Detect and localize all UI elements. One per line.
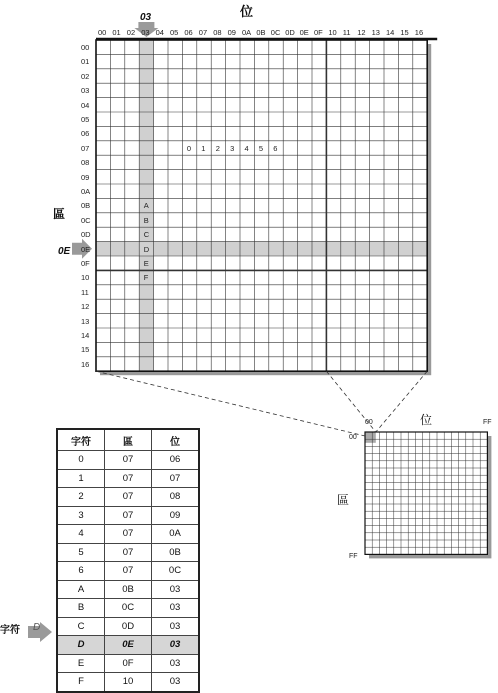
lookup-cell-char: 3 [57,506,105,525]
lookup-cell-wei: 03 [152,580,200,599]
col-header: 0B [256,28,266,37]
row-header: 09 [81,172,90,182]
row-header: 0D [81,230,91,240]
lookup-cell-char: C [57,617,105,636]
col03-char: B [143,215,149,225]
col-header: 13 [371,28,380,37]
lookup-cell-wei: 03 [152,673,200,692]
lookup-header-qu: 區 [105,429,152,451]
lookup-cell-char: A [57,580,105,599]
lookup-cell-qu: 0C [105,599,152,618]
row07-char: 5 [258,143,264,153]
lookup-row [57,599,199,618]
lookup-cell-char: 1 [57,469,105,488]
col03-char: C [143,230,150,240]
lookup-row [57,580,199,599]
row-header: 0F [81,259,90,268]
col-header: 10 [328,28,337,37]
row-header: 10 [81,273,90,283]
row-header: 02 [81,71,90,81]
lookup-cell-char: E [57,654,105,673]
lookup-cell-qu: 0D [105,617,152,636]
row-header: 08 [81,158,90,168]
lookup-cell-wei: 03 [152,599,200,618]
lookup-cell-char: 5 [57,543,105,562]
lookup-cell-qu: 07 [105,451,152,470]
main-col-axis-title: 位 [240,5,254,20]
lookup-cell-char: B [57,599,105,618]
row-header: 16 [81,359,90,369]
col-header: 01 [112,28,121,37]
lookup-row [57,488,199,507]
lookup-cell-qu: 0E [105,636,152,655]
row-header: 07 [81,143,90,153]
row-header: 15 [81,345,90,355]
lookup-cell-wei: 0A [152,525,200,544]
small-grid-col-title: 位 [420,413,433,427]
lookup-cell-wei: 06 [152,451,200,470]
lookup-cell-qu: 07 [105,525,152,544]
lookup-cell-qu: 10 [105,673,152,692]
small-grid-col-start: 00 [365,419,373,426]
small-grid-row-end: FF [349,553,358,560]
small-grid-col-end: FF [483,419,492,426]
lookup-cell-wei: 08 [152,488,200,507]
small-grid-row-title: 區 [337,493,350,507]
lookup-row [57,654,199,673]
lookup-cell-qu: 0B [105,580,152,599]
lookup-cell-char: 0 [57,451,105,470]
col-header: 05 [170,28,179,37]
lookup-cell-wei: 0B [152,543,200,562]
lookup-header-char: 字符 [57,429,105,451]
row-header: 0B [81,201,91,211]
row07-char: 6 [273,143,278,153]
lookup-cell-wei: 03 [152,617,200,636]
col03-char: F [143,273,149,283]
lookup-cell-char: 6 [57,562,105,581]
col03-char: A [143,201,149,211]
row-marker-label: 0E [58,246,71,257]
row07-char: 4 [244,143,249,153]
lookup-cell-char: D [57,636,105,655]
row-header: 05 [81,115,90,124]
col-header: 0A [242,28,252,37]
lookup-cell-qu: 0F [105,654,152,673]
col03-char: D [143,244,150,254]
col-header: 12 [357,28,366,37]
row-header: 14 [81,331,90,340]
lookup-header-row [57,429,199,451]
zoom-line-left [96,371,365,436]
row-header: 00 [81,43,90,52]
col-header: 03 [141,28,150,37]
char-pointer-label: 字符 [0,625,20,636]
lookup-row [57,543,199,562]
col03-char: E [143,259,149,268]
lookup-cell-qu: 07 [105,469,152,488]
col-header: 07 [198,28,208,37]
lookup-cell-qu: 07 [105,506,152,525]
row-header: 0A [81,187,91,196]
lookup-cell-qu: 07 [105,543,152,562]
col-header: 0C [270,28,281,37]
lookup-cell-qu: 07 [105,488,152,507]
row-header: 13 [81,316,90,326]
col-header: 02 [126,28,136,37]
col-header: 09 [227,28,236,37]
char-pointer-value: D [33,622,41,633]
col-header: 0D [285,28,295,37]
col-header: 08 [213,28,222,37]
row-header: 01 [81,57,90,67]
col-header: 00 [98,28,107,37]
lookup-cell-qu: 07 [105,562,152,581]
lookup-cell-wei: 09 [152,506,200,525]
col-header: 16 [414,28,424,37]
lookup-row [57,636,199,655]
lookup-row [57,562,199,581]
lookup-cell-wei: 0C [152,562,200,581]
col-header: 06 [184,28,193,37]
row-header: 06 [81,129,90,139]
small-grid-background [365,432,487,554]
lookup-header-wei: 位 [152,429,200,451]
row07-char: 1 [201,143,206,153]
col-header: 0F [314,28,323,37]
lookup-row [57,617,199,636]
row-header: 04 [81,100,90,110]
lookup-cell-wei: 07 [152,469,200,488]
lookup-cell-wei: 03 [152,654,200,673]
col-header: 0E [299,28,309,37]
row-header: 0C [81,215,91,225]
row-header: 11 [81,287,89,297]
lookup-cell-char: 2 [57,488,105,507]
lookup-table [56,428,200,693]
col-header: 14 [386,28,395,37]
col-header: 04 [155,28,164,37]
row-header: 0E [81,244,91,254]
row07-char: 2 [215,143,220,153]
lookup-row [57,506,199,525]
main-row-axis-title: 區 [53,207,66,221]
lookup-cell-wei: 03 [152,636,200,655]
lookup-row [57,525,199,544]
row07-char: 0 [186,143,192,153]
lookup-row [57,451,199,470]
row07-char: 3 [230,143,235,153]
small-grid-zoom-cell [365,432,376,443]
lookup-row [57,469,199,488]
row-header: 12 [81,302,90,312]
col-header: 11 [342,28,351,37]
lookup-row [57,673,199,692]
lookup-cell-char: F [57,673,105,692]
small-grid-row-start: 00 [349,434,357,441]
row-header: 03 [81,86,90,96]
col-marker-label: 03 [140,12,152,23]
col-header: 15 [400,28,409,37]
lookup-cell-char: 4 [57,525,105,544]
